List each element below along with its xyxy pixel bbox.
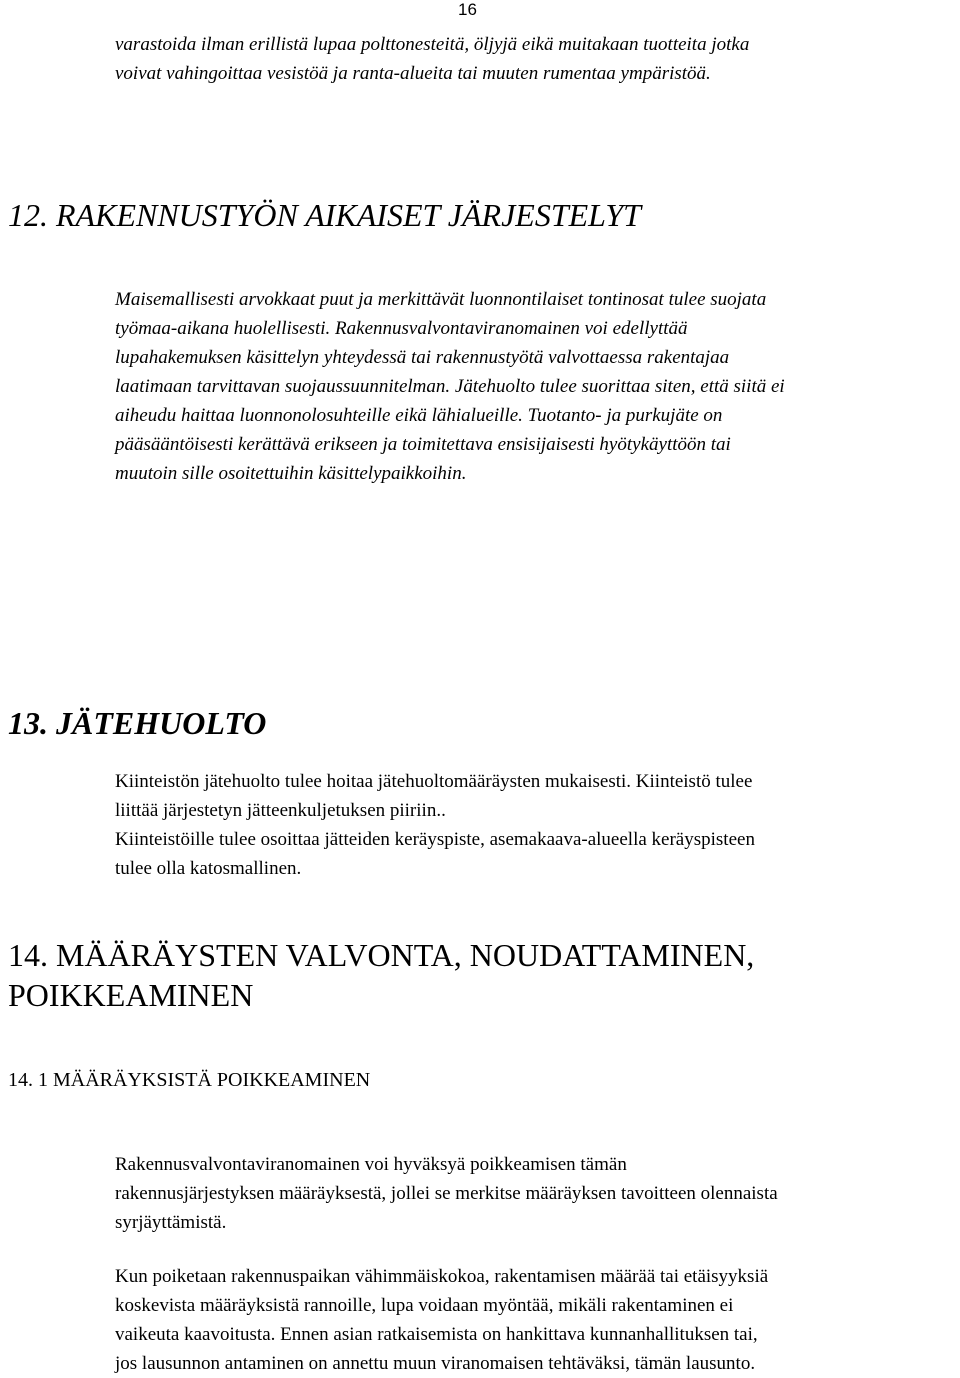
text-line: työmaa-aikana huolellisesti. Rakennusvalvontaviranomainen voi edellyttää (115, 318, 688, 339)
text-line: tulee olla katosmallinen. (115, 858, 302, 879)
text-line: pääsääntöisesti kerättävä erikseen ja toimitettava ensisijaisesti hyötykäyttöön tai (115, 434, 731, 455)
text-line: Rakennusvalvontaviranomainen voi hyväksyä poikkeamisen tämän (115, 1154, 627, 1175)
heading-line: POIKKEAMINEN (8, 977, 254, 1013)
section-14-heading (8, 935, 754, 1015)
text-line: voivat vahingoittaa vesistöä ja ranta-alueita tai muuten rumentaa ympäristöä. (115, 63, 711, 84)
text-line: rakennusjärjestyksen määräyksestä, jollei se merkitse määräyksen tavoitteen olennaista (115, 1183, 778, 1204)
heading-text: 13. JÄTEHUOLTO (8, 705, 267, 741)
section-12-heading (8, 195, 641, 235)
intro-paragraph (115, 30, 960, 88)
text-line: aiheudu haittaa luonnonolosuhteille eikä lähialueille. Tuotanto- ja purkujäte on (115, 405, 723, 426)
text-line: liittää järjestetyn jätteenkuljetuksen piiriin.. (115, 800, 446, 821)
text-line: Kiinteistön jätehuolto tulee hoitaa jätehuoltomääräysten mukaisesti. Kiinteistö tulee (115, 771, 753, 792)
text-line: Kun poiketaan rakennuspaikan vähimmäiskokoa, rakentamisen määrää tai etäisyyksiä (115, 1266, 769, 1287)
page-number: 16 (458, 0, 477, 19)
heading-text: 12. RAKENNUSTYÖN AIKAISET JÄRJESTELYT (8, 197, 641, 233)
text-line: lupahakemuksen käsittelyn yhteydessä tai rakennustyötä valvottaessa rakentajaa (115, 347, 730, 368)
text-line: jos lausunnon antaminen on annettu muun viranomaisen tehtäväksi, tämän lausunto. (115, 1353, 756, 1374)
text-line: muutoin sille osoitettuihin käsittelypaikkoihin. (115, 463, 467, 484)
section-14-paragraph-1 (115, 1150, 960, 1237)
text-line: Maisemallisesti arvokkaat puut ja merkittävät luonnontilaiset tontinosat tulee suojata (115, 289, 767, 310)
text-line: Kiinteistöille tulee osoittaa jätteiden keräyspiste, asemakaava-alueella keräyspisteen (115, 829, 755, 850)
section-14-1-subheading: 14. 1 MÄÄRÄYKSISTÄ POIKKEAMINEN (8, 1069, 371, 1091)
section-13-heading (8, 703, 266, 743)
text-line: syrjäyttämistä. (115, 1212, 227, 1233)
text-line: koskevista määräyksistä rannoille, lupa voidaan myöntää, mikäli rakentaminen ei (115, 1295, 734, 1316)
section-13-paragraph (115, 767, 960, 883)
text-line: vaikeuta kaavoitusta. Ennen asian ratkaisemista on hankittava kunnanhallituksen tai, (115, 1324, 758, 1345)
heading-line: 14. MÄÄRÄYSTEN VALVONTA, NOUDATTAMINEN, (8, 937, 755, 973)
text-line: varastoida ilman erillistä lupaa polttonesteitä, öljyjä eikä muitakaan tuotteita jotka (115, 34, 750, 55)
section-12-paragraph (115, 285, 960, 488)
text-line: laatimaan tarvittavan suojaussuunnitelman. Jätehuolto tulee suorittaa siten, että siitä ei (115, 376, 785, 397)
section-14-paragraph-2 (115, 1262, 960, 1378)
